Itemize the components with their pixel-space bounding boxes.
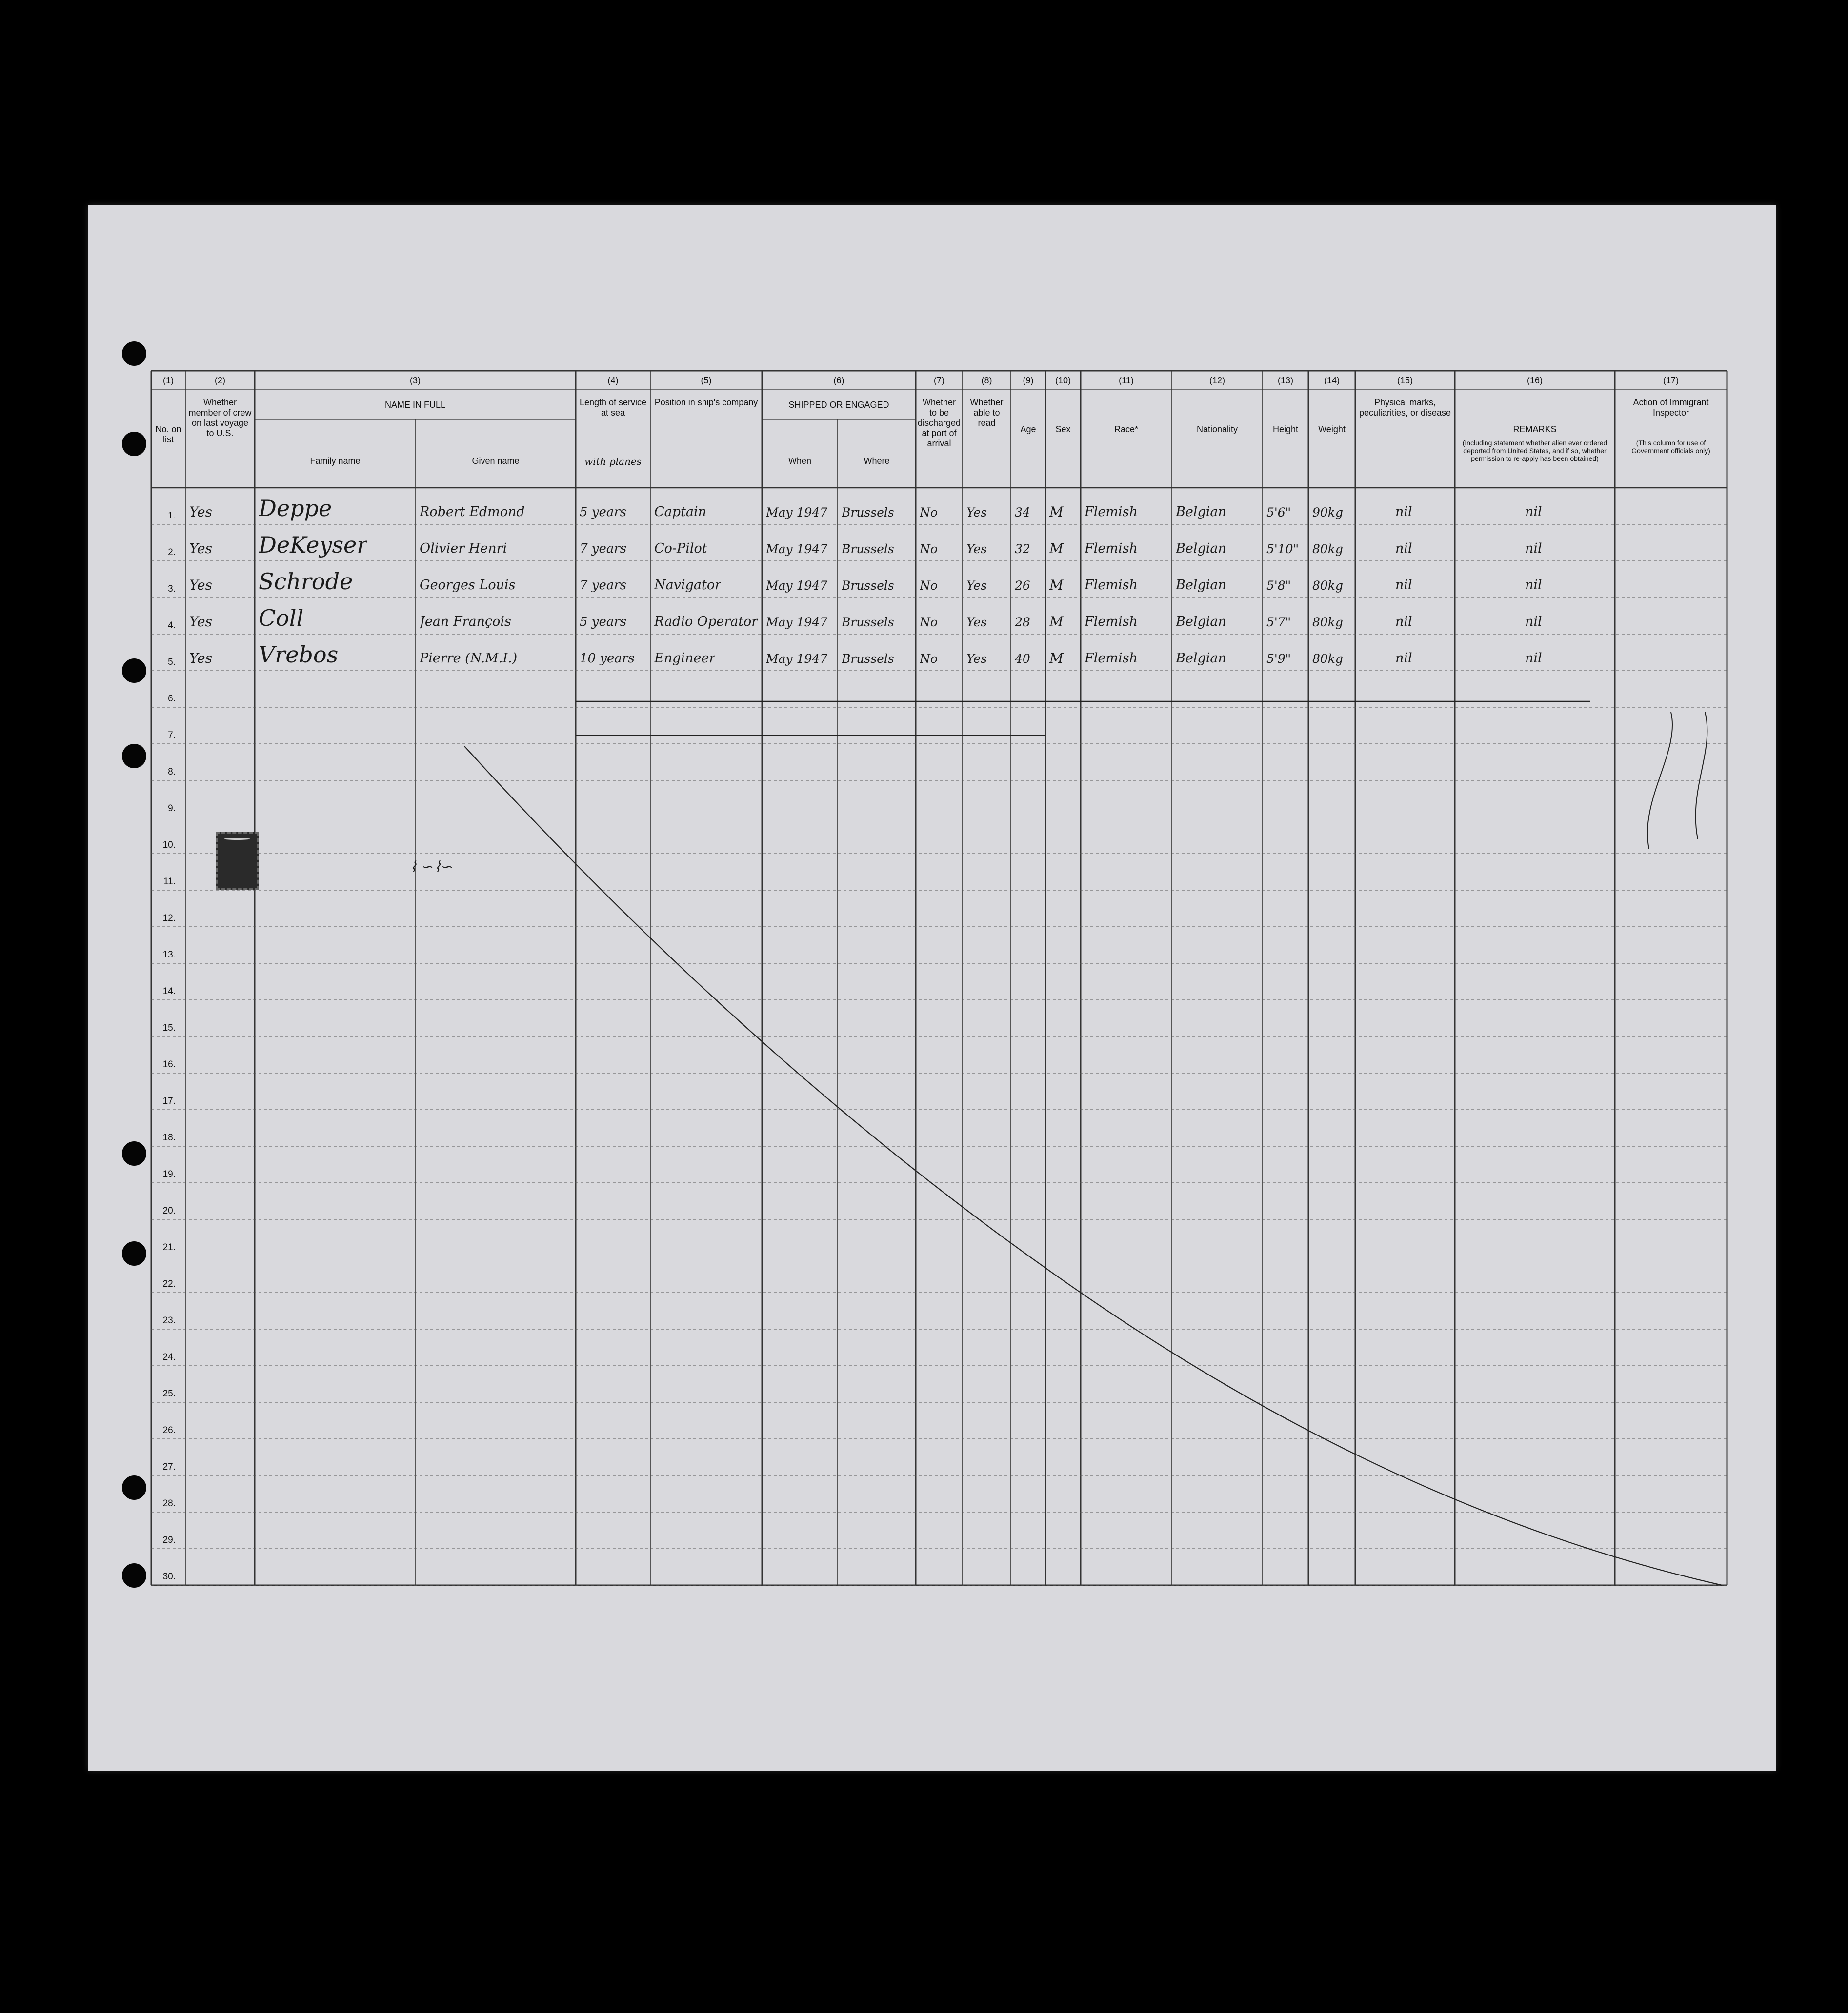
crew-family-name: Coll xyxy=(259,605,304,631)
crew-height: 5'9" xyxy=(1266,652,1291,666)
column-header: Sex xyxy=(1055,424,1071,434)
crew-family-name: DeKeyser xyxy=(259,532,368,558)
row-number: 9. xyxy=(168,803,176,814)
row-number: 25. xyxy=(162,1389,176,1399)
crew-given-name: Olivier Henri xyxy=(420,541,507,556)
column-header: Whether able to read xyxy=(970,398,1004,428)
crew-position: Captain xyxy=(654,504,707,519)
crew-remarks: nil xyxy=(1525,504,1542,519)
inspector-mark xyxy=(1696,712,1707,839)
column-header: Action of Immigrant Inspector xyxy=(1633,398,1709,418)
crew-last-voyage: Yes xyxy=(189,650,212,666)
crew-shipped-when: May 1947 xyxy=(766,578,828,593)
column-header: REMARKS xyxy=(1513,424,1557,434)
crew-sex: M xyxy=(1049,540,1064,557)
crew-sex: M xyxy=(1049,504,1064,520)
row-number: 8. xyxy=(168,767,176,777)
crew-remarks: nil xyxy=(1525,541,1542,556)
row-number: 28. xyxy=(162,1498,176,1509)
row-number: 18. xyxy=(162,1133,176,1143)
crew-physical-marks: nil xyxy=(1395,614,1412,629)
crew-discharged: No xyxy=(920,652,938,666)
column-number: (12) xyxy=(1209,376,1225,385)
column-subheader: Where xyxy=(864,456,890,466)
crew-nationality: Belgian xyxy=(1176,614,1226,629)
column-number: (5) xyxy=(701,376,712,385)
row-number: 22. xyxy=(162,1279,176,1289)
crew-physical-marks: nil xyxy=(1395,651,1412,666)
crew-shipped-when: May 1947 xyxy=(766,652,828,666)
row-number: 26. xyxy=(162,1425,176,1435)
column-header: Race* xyxy=(1114,424,1139,434)
crew-nationality: Belgian xyxy=(1176,541,1226,556)
row-number: 13. xyxy=(162,950,176,960)
column-header-note: (Including statement whether alien ever ordered deported from United States, and if so, whether permission to re-apply has been obtained) xyxy=(1462,439,1607,462)
crew-race: Flemish xyxy=(1085,504,1138,519)
crew-able-to-read: Yes xyxy=(966,615,987,629)
column-number: (2) xyxy=(215,376,225,385)
column-header: Whether to be discharged at port of arrival xyxy=(918,398,961,448)
crew-position: Engineer xyxy=(654,651,716,666)
column-number: (14) xyxy=(1324,376,1340,385)
crew-discharged: No xyxy=(920,578,938,593)
crew-last-voyage: Yes xyxy=(189,577,212,593)
column-header: Position in ship's company xyxy=(654,398,758,407)
crew-physical-marks: nil xyxy=(1395,541,1412,556)
row-number: 24. xyxy=(162,1352,176,1362)
column-subheader: Family name xyxy=(310,456,361,466)
crew-able-to-read: Yes xyxy=(966,578,987,593)
column-number: (3) xyxy=(410,376,421,385)
column-header: Whether member of crew on last voyage to U.S. xyxy=(188,398,252,438)
crew-position: Radio Operator xyxy=(654,614,758,629)
row-number: 16. xyxy=(162,1059,176,1070)
crew-service-length: 7 years xyxy=(580,578,627,593)
crew-shipped-when: May 1947 xyxy=(766,505,828,519)
crew-age: 40 xyxy=(1015,652,1030,666)
consul-signature: ⌇ ∽⌇∽ xyxy=(410,858,454,876)
row-number: 10. xyxy=(162,840,176,850)
row-number: 4. xyxy=(168,620,176,631)
manifest-page xyxy=(88,205,1776,1771)
crew-nationality: Belgian xyxy=(1176,504,1226,519)
crew-service-length: 7 years xyxy=(580,541,627,556)
crew-service-length: 5 years xyxy=(580,505,627,519)
crew-discharged: No xyxy=(920,542,938,556)
crew-race: Flemish xyxy=(1085,651,1138,666)
row-number: 19. xyxy=(162,1169,176,1179)
column-header-note: with planes xyxy=(584,456,642,467)
crew-sex: M xyxy=(1049,577,1064,593)
column-subheader: Given name xyxy=(472,456,520,466)
crew-last-voyage: Yes xyxy=(189,614,212,630)
column-number: (9) xyxy=(1023,376,1034,385)
crew-age: 26 xyxy=(1015,578,1030,593)
crew-position: Navigator xyxy=(654,578,722,593)
crew-last-voyage: Yes xyxy=(189,504,212,520)
crew-height: 5'7" xyxy=(1266,615,1291,629)
crew-race: Flemish xyxy=(1085,578,1138,593)
crew-shipped-when: May 1947 xyxy=(766,615,828,629)
crew-service-length: 10 years xyxy=(580,651,635,666)
column-number: (7) xyxy=(934,376,944,385)
crew-family-name: Vrebos xyxy=(259,641,339,668)
crew-height: 5'10" xyxy=(1266,542,1299,556)
row-number: 12. xyxy=(162,913,176,923)
row-number: 23. xyxy=(162,1315,176,1326)
row-number: 2. xyxy=(168,547,176,558)
row-number: 11. xyxy=(163,877,176,887)
row-number: 1. xyxy=(168,511,176,521)
column-header: Length of service at sea xyxy=(579,398,647,418)
column-number: (8) xyxy=(981,376,992,385)
crew-given-name: Georges Louis xyxy=(420,578,516,593)
crew-shipped-where: Brussels xyxy=(842,578,894,593)
crew-able-to-read: Yes xyxy=(966,542,987,556)
crew-nationality: Belgian xyxy=(1176,651,1226,666)
crew-shipped-where: Brussels xyxy=(842,652,894,666)
column-header: Weight xyxy=(1318,424,1346,434)
column-header: No. on list xyxy=(155,424,181,444)
crew-age: 28 xyxy=(1015,615,1030,629)
row-number: 29. xyxy=(162,1535,176,1545)
column-number: (1) xyxy=(163,376,174,385)
column-header: SHIPPED OR ENGAGED xyxy=(788,400,889,410)
crew-sex: M xyxy=(1049,614,1064,630)
column-number: (13) xyxy=(1277,376,1293,385)
row-number: 14. xyxy=(162,986,176,997)
row-number: 5. xyxy=(168,657,176,667)
column-number: (6) xyxy=(833,376,844,385)
crew-height: 5'8" xyxy=(1266,578,1291,593)
row-number: 30. xyxy=(162,1572,176,1582)
column-number: (4) xyxy=(607,376,619,385)
cancel-diagonal-line xyxy=(464,746,1722,1585)
crew-sex: M xyxy=(1049,650,1064,666)
crew-age: 34 xyxy=(1015,505,1030,519)
fee-stamp-icon xyxy=(216,832,259,890)
row-number: 27. xyxy=(162,1462,176,1472)
crew-weight: 80kg xyxy=(1312,542,1343,556)
column-header: Age xyxy=(1020,424,1036,434)
crew-able-to-read: Yes xyxy=(966,505,987,519)
crew-given-name: Pierre (N.M.I.) xyxy=(420,651,518,666)
crew-shipped-where: Brussels xyxy=(842,505,894,519)
column-number: (11) xyxy=(1119,376,1134,385)
column-number: (16) xyxy=(1527,376,1543,385)
crew-remarks: nil xyxy=(1525,578,1542,593)
column-header: Nationality xyxy=(1196,424,1238,434)
row-number: 6. xyxy=(168,694,176,704)
column-header: NAME IN FULL xyxy=(384,400,446,410)
column-header: Height xyxy=(1272,424,1299,434)
crew-given-name: Robert Edmond xyxy=(420,504,525,519)
crew-discharged: No xyxy=(920,615,938,629)
crew-remarks: nil xyxy=(1525,614,1542,629)
crew-physical-marks: nil xyxy=(1395,578,1412,593)
row-number: 17. xyxy=(162,1096,176,1106)
column-number: (10) xyxy=(1055,376,1071,385)
row-number: 7. xyxy=(168,730,176,740)
column-number: (15) xyxy=(1397,376,1413,385)
crew-position: Co-Pilot xyxy=(654,541,707,556)
row-number: 21. xyxy=(162,1242,176,1253)
crew-family-name: Deppe xyxy=(259,495,332,521)
crew-physical-marks: nil xyxy=(1395,504,1412,519)
crew-weight: 80kg xyxy=(1312,652,1343,666)
crew-weight: 80kg xyxy=(1312,615,1343,629)
crew-race: Flemish xyxy=(1085,614,1138,629)
column-number: (17) xyxy=(1663,376,1679,385)
crew-height: 5'6" xyxy=(1266,505,1291,519)
crew-last-voyage: Yes xyxy=(189,540,212,557)
crew-shipped-where: Brussels xyxy=(842,615,894,629)
crew-age: 32 xyxy=(1015,542,1030,556)
crew-able-to-read: Yes xyxy=(966,652,987,666)
crew-given-name: Jean François xyxy=(420,614,511,629)
crew-discharged: No xyxy=(920,505,938,519)
row-number: 3. xyxy=(168,584,176,594)
crew-nationality: Belgian xyxy=(1176,578,1226,593)
crew-shipped-where: Brussels xyxy=(842,542,894,556)
crew-shipped-when: May 1947 xyxy=(766,542,828,556)
row-number: 20. xyxy=(162,1206,176,1216)
crew-family-name: Schrode xyxy=(259,568,353,595)
crew-weight: 90kg xyxy=(1312,505,1343,519)
crew-remarks: nil xyxy=(1525,651,1542,666)
column-subheader: When xyxy=(788,456,812,466)
crew-race: Flemish xyxy=(1085,541,1138,556)
crew-service-length: 5 years xyxy=(580,615,627,629)
column-header: Physical marks, peculiarities, or disease xyxy=(1359,398,1451,418)
crew-weight: 80kg xyxy=(1312,578,1343,593)
column-header-note: (This column for use of Government officials only) xyxy=(1631,439,1710,455)
row-number: 15. xyxy=(162,1023,176,1033)
